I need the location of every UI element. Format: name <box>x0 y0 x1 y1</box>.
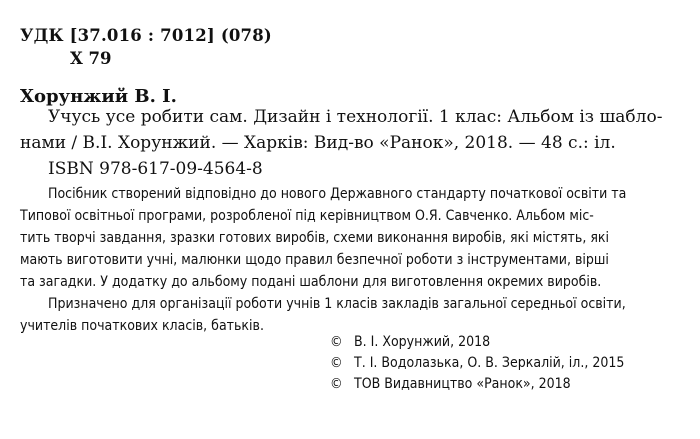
annotation-line: Призначено для організації роботи учнів 1 класів закладів загальної середньої освіти, <box>48 296 626 312</box>
annotation-line: мають виготовити учні, малюнки щодо правил безпечної роботи з інструментами, вірші <box>20 252 609 268</box>
annotation-line: Посібник створений відповідно до нового Державного стандарту початкової освіти та <box>48 186 627 202</box>
annotation-line: тить творчі завдання, зразки готових виробів, схеми виконання виробів, які містять, які <box>20 230 609 246</box>
copyright-text: ТОВ Видавництво «Ранок», 2018 <box>354 376 571 392</box>
copyright-icon: © <box>330 355 343 371</box>
udk-code: УДК [37.016 : 7012] (078) <box>20 26 272 45</box>
copyright-line <box>330 376 571 392</box>
annotation-line: учителів початкових класів, батьків. <box>20 318 264 334</box>
annotation-line: та загадки. У додатку до альбому подані шаблони для виготовлення окремих виробів. <box>20 274 602 290</box>
copyright-line <box>330 355 624 371</box>
copyright-icon: © <box>330 376 343 392</box>
author-name: Хорунжий В. І. <box>20 86 177 107</box>
isbn: ISBN 978-617-09-4564-8 <box>48 159 263 179</box>
author-mark: Х 79 <box>70 49 112 68</box>
copyright-text: Т. І. Водолазька, О. В. Зеркалій, іл., 2015 <box>354 355 625 371</box>
copyright-text: В. І. Хорунжий, 2018 <box>354 334 491 350</box>
annotation-line: Типової освітньої програми, розробленої під керівництвом О.Я. Савченко. Альбом міс- <box>20 208 594 224</box>
copyright-icon: © <box>330 334 343 350</box>
description-line: нами / В.І. Хорунжий. — Харків: Вид-во «Ранок», 2018. — 48 с.: іл. <box>20 133 616 153</box>
description-line: Учусь усе робити сам. Дизайн і технології. 1 клас: Альбом із шабло- <box>48 107 663 127</box>
copyright-line <box>330 334 490 350</box>
